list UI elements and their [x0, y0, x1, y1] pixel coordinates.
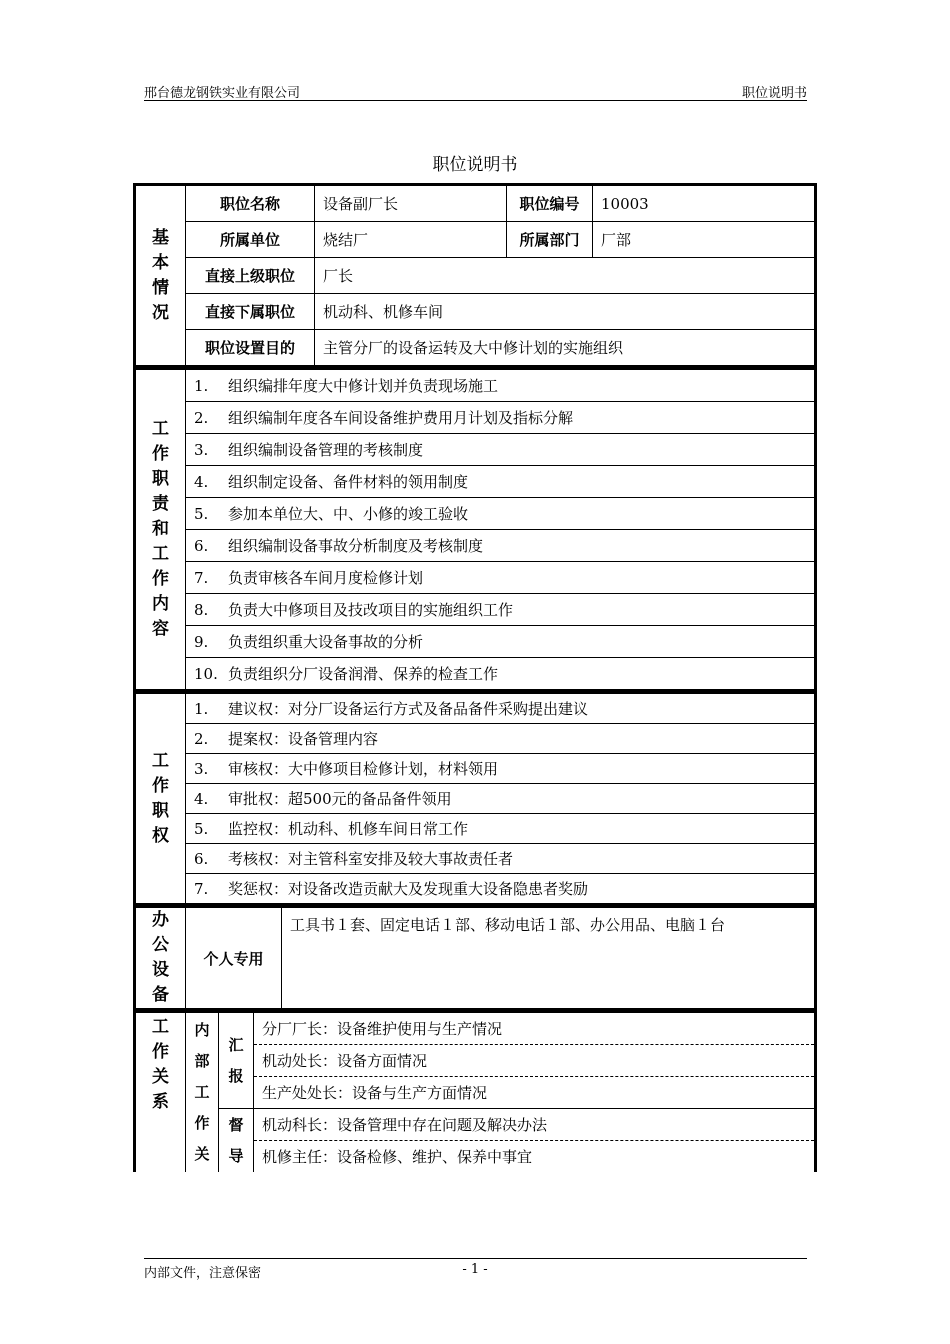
authority-section-label: 工 作 职 权: [135, 693, 186, 905]
duty-item: 1. 组织编排年度大中修计划并负责现场施工: [186, 369, 816, 402]
position-code-label: 职位编号: [507, 185, 593, 222]
duty-item: 4. 组织制定设备、备件材料的领用制度: [186, 466, 816, 498]
duty-item: 3. 组织编制设备管理的考核制度: [186, 434, 816, 466]
duty-item: 6. 组织编制设备事故分析制度及考核制度: [186, 530, 816, 562]
superior-value: 厂长: [315, 258, 816, 294]
dept-value: 厂部: [593, 222, 816, 258]
subordinate-label: 直接下属职位: [186, 294, 315, 330]
authority-item: 4. 审批权：超500元的备品备件领用: [186, 784, 816, 814]
authority-item: 5. 监控权：机动科、机修车间日常工作: [186, 814, 816, 844]
unit-value: 烧结厂: [315, 222, 507, 258]
authority-item: 3. 审核权：大中修项目检修计划，材料领用: [186, 754, 816, 784]
personal-use-items: 工具书１套、固定电话１部、移动电话１部、办公用品、电脑１台: [282, 907, 816, 1010]
header-doc-type: 职位说明书: [741, 86, 807, 101]
position-name-label: 职位名称: [186, 185, 315, 222]
position-code-value: 10003: [593, 185, 816, 222]
duty-item: 5. 参加本单位大、中、小修的竣工验收: [186, 498, 816, 530]
header-rule: [144, 100, 807, 101]
equipment-section-label: 办 公 设 备: [135, 907, 186, 1010]
relations-section-label: 工 作 关 系: [135, 1012, 186, 1173]
duty-item: 8. 负责大中修项目及技改项目的实施组织工作: [186, 594, 816, 626]
duty-item: 7. 负责审核各车间月度检修计划: [186, 562, 816, 594]
page-title: 职位说明书: [432, 155, 518, 175]
position-name-value: 设备副厂长: [315, 185, 507, 222]
duties-section: [133, 367, 817, 692]
subordinate-value: 机动科、机修车间: [315, 294, 816, 330]
job-description-form: [133, 183, 817, 1172]
basic-info-section: [133, 183, 817, 368]
personal-use-label: 个人专用: [186, 907, 282, 1010]
basic-section-label: 基 本 情 况: [135, 185, 186, 367]
unit-label: 所属单位: [186, 222, 315, 258]
dept-label: 所属部门: [507, 222, 593, 258]
footer-note: 内部文件，注意保密: [144, 1266, 262, 1281]
report-item: 机动处长：设备方面情况: [254, 1045, 816, 1077]
authority-item: 6. 考核权：对主管科室安排及较大事故责任者: [186, 844, 816, 874]
purpose-label: 职位设置目的: [186, 330, 315, 367]
authority-item: 2. 提案权：设备管理内容: [186, 724, 816, 754]
page-number: - 1 -: [462, 1262, 488, 1277]
equipment-section: [133, 905, 817, 1011]
footer-rule: [144, 1258, 807, 1259]
duties-section-label: 工 作 职 责 和 工 作 内 容: [135, 369, 186, 691]
header-company: 邢台德龙钢铁实业有限公司: [144, 86, 301, 101]
report-item: 生产处处长：设备与生产方面情况: [254, 1077, 816, 1109]
supervise-item: 机动科长：设备管理中存在问题及解决办法: [254, 1109, 816, 1141]
duty-item: 9. 负责组织重大设备事故的分析: [186, 626, 816, 658]
authority-section: [133, 691, 817, 906]
superior-label: 直接上级职位: [186, 258, 315, 294]
supervise-label: 督 导: [219, 1109, 254, 1173]
purpose-value: 主管分厂的设备运转及大中修计划的实施组织: [315, 330, 816, 367]
supervise-item: 机修主任：设备检修、维护、保养中事宜: [254, 1141, 816, 1173]
internal-relations-label: 内 部 工 作 关: [186, 1012, 219, 1173]
report-label: 汇 报: [219, 1012, 254, 1109]
authority-item: 1. 建议权：对分厂设备运行方式及备品备件采购提出建议: [186, 693, 816, 724]
authority-item: 7. 奖惩权：对设备改造贡献大及发现重大设备隐患者奖励: [186, 874, 816, 905]
duty-item: 2. 组织编制年度各车间设备维护费用月计划及指标分解: [186, 402, 816, 434]
report-item: 分厂厂长：设备维护使用与生产情况: [254, 1012, 816, 1045]
duty-item: 10. 负责组织分厂设备润滑、保养的检查工作: [186, 658, 816, 691]
relations-section: [133, 1010, 817, 1172]
